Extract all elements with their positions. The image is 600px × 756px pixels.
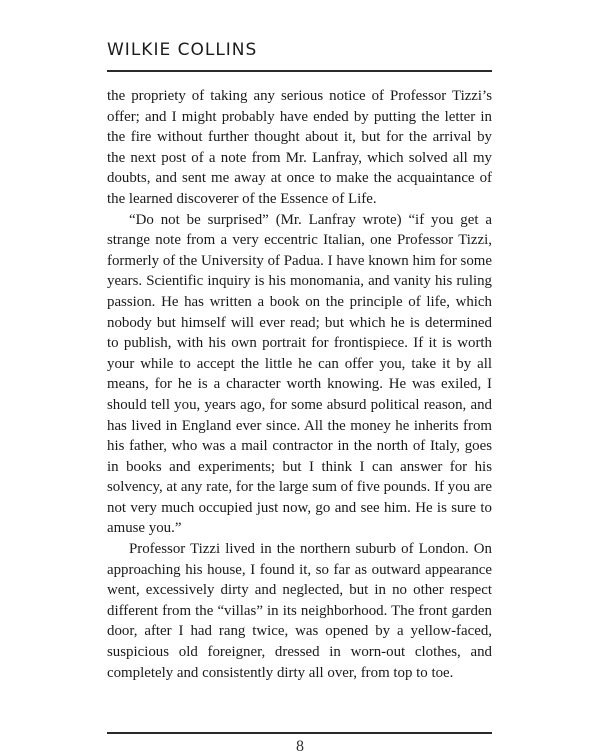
running-head-title: WILKIE COLLINS (107, 40, 258, 60)
header-rule (107, 70, 492, 72)
paragraph-letter: “Do not be surprised” (Mr. Lanfray wrote) “if you get a strange note from a very eccentric Italian, one Professor Tizzi, formerly of the University of Padua. I have known him for some years. Scientific inquiry is his monomania, and vanity his ruling passion. He has written a book on the principle of life, which nobody but himself will ever read; but which he is determined to publish, with his own portrait for frontispiece. If it is worth your while to accept the little he can offer you, take it by all means, for he is a character worth knowing. He was exiled, I should tell you, years ago, for some absurd political reason, and has lived in England ever since. All the money he inherits from his father, who was a mail contractor in the north of Italy, goes in books and experiments; but I think I can answer for his solvency, at any rate, for the large sum of five pounds. If you are not very much occupied just now, go and see him. He is sure to amuse you.” (107, 211, 492, 537)
paragraph-visit: Professor Tizzi lived in the northern suburb of London. On approaching his house, I found it, so far as outward appearance went, excessively dirty and neglected, but in no other respect different from the “villas” in its neighborhood. The front garden door, after I had rang twice, was opened by a yellow-faced, suspicious old foreigner, dressed in worn-out clothes, and completely and consistently dirty all over, from top to toe. (107, 541, 492, 681)
page-number: 8 (296, 738, 304, 755)
body-text (107, 86, 492, 683)
paragraph-continuation: the propriety of taking any serious notice of Professor Tizzi’s offer; and I might probably have ended by putting the letter in the fire without further thought about it, but for the arrival by the next post of a note from Mr. Lanfray, which solved all my doubts, and sent me away at once to make the acquaintance of the learned discoverer of the Essence of Life. (107, 88, 492, 207)
footer-rule (107, 732, 492, 734)
